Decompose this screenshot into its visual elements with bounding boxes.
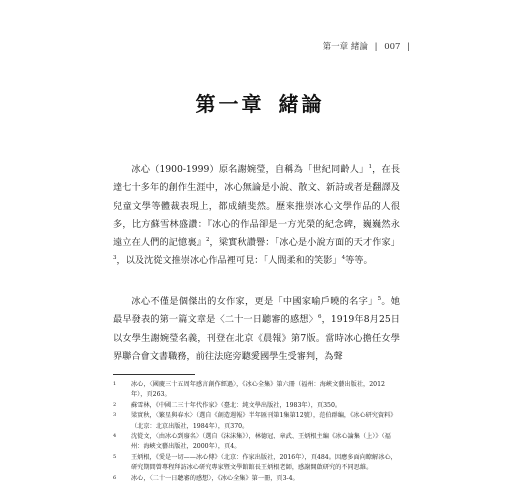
body-paragraph-1 [113,161,400,271]
footnote-number: 1 [113,381,117,387]
footnote-item [113,474,400,484]
chapter-title-name: 緒論 [278,92,325,116]
footnote-item [113,411,400,432]
footnote-number: 2 [113,401,117,408]
footnote-text: 梁實秋，〈繁星與春水〉（選自《創造週報》半年匯刊第1集第12號），范伯群編，《冰心研究資料》（北京：北京出版社，1984年），頁370。 [131,412,397,430]
footnote-number: 3 [113,412,117,419]
footnote-ref-2: 2 [205,237,210,244]
body-paragraph-2 [113,293,400,366]
footnote-text: 沈從文，〈由冰心到廢名〉（選自《沫沫集》），林德冠、章武、王炳根主編《冰心論集（上）》（福州：海峽文藝出版社，2000年），頁4。 [131,433,391,451]
footnote-ref-4: 4 [341,255,346,262]
footnote-text: 冰心，〈二十一日聽審的感想〉，《冰心全集》第一冊，頁3-4。 [131,474,299,482]
p2-text-b: 。她最早發表的第一篇文章是〈二十一日聽審的感想〉 [113,296,400,326]
header-end-divider: | [407,42,410,52]
footnote-ref-1: 1 [368,163,372,170]
footnote-text: 蘇雪林，《中國二三十年代作家》（臺北：純文學出版社，1983年），頁350。 [131,401,342,409]
p1-text-c: ，梁實秋讚譽：「冰心是小說方面的天才作家」 [209,237,400,249]
header-section: 緒論 [350,42,368,52]
chapter-title [0,88,520,117]
chapter-title-number: 第一章 [195,92,265,116]
footnote-number: 4 [113,433,117,440]
footnote-ref-5: 5 [377,295,382,302]
p1-text-a: 冰心（1900-1999）原名謝婉瑩，自稱為「世紀同齡人」 [131,164,369,175]
p1-text-b: ，在長達七十多年的創作生涯中，冰心無論是小說、散文、新詩或者是翻譯及兒童文學等體裁表現上，都成績斐然。歷來推崇冰心文學作品的人很多，比方蘇雪林盛讚：『冰心的作品卻是一方光榮的紀念碑，巍巍然永遠立在人們的記憶裏』 [113,164,401,249]
p2-text-a: 冰心不僅是個傑出的女作家，更是「中國家喻戶曉的名字」 [131,296,378,307]
footnote-divider [113,374,195,375]
p1-text-e: 等等。 [345,255,373,267]
p2-text-c: ，1919年8月25日以女學生謝婉瑩名義，刊登在北京《晨報》第7版。當時冰心擔任女學界聯合會文書職務，前往法庭旁聽愛國學生受審判，為聲 [113,314,400,362]
footnote-number: 5 [113,453,117,460]
header-chapter: 第一章 [322,42,349,52]
header-divider: | [374,42,378,52]
footnotes [113,380,400,484]
footnote-text: 冰心，〈國慶三十五周年感言創作經過〉，《冰心全集》第六冊（福州：海峽文藝出版社，2012年），頁263。 [131,381,385,399]
footnote-item [113,401,400,411]
page-number: 007 [384,42,401,52]
footnote-ref-3: 3 [113,255,117,262]
footnote-number: 6 [113,474,117,481]
footnote-ref-6: 6 [317,314,322,321]
p1-text-d: ，以及沈從文推崇冰心作品裡可見：「人間柔和的笑影」 [116,255,342,267]
running-header [323,40,414,52]
footnote-item [113,453,400,474]
footnote-item [113,380,400,401]
footnote-text: 王炳根，《愛是一切——冰心傳》（北京：作家出版社，2016年），頁484。因應多面向瞭解冰心，研究期間曾專程拜訪冰心研究專家暨文學館館長王炳根老師，感謝開啟研究的不同思維。 [131,453,397,472]
footnote-item [113,432,400,453]
